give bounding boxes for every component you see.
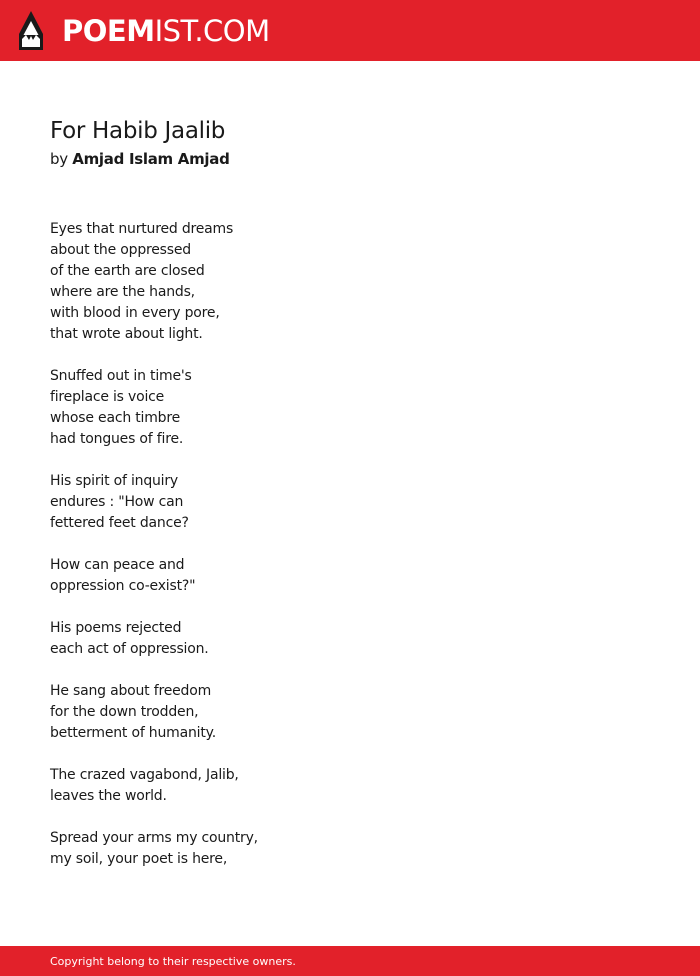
pencil-tip-icon[interactable] [17, 10, 45, 52]
stanza [50, 828, 650, 870]
poem-line: fettered feet dance? [50, 515, 189, 531]
stanza [50, 366, 650, 450]
poem-line: Spread your arms my country, [50, 830, 258, 846]
poem-line: How can peace and [50, 557, 185, 573]
brand-name-bold: POEM [62, 14, 155, 48]
poem-byline [50, 149, 230, 169]
poem-line: each act of oppression. [50, 641, 209, 657]
poem-title: For Habib Jaalib [50, 118, 226, 144]
stanza [50, 471, 650, 534]
poem-line: His spirit of inquiry [50, 473, 179, 489]
poem-line: had tongues of fire. [50, 431, 184, 447]
poem-line: whose each timbre [50, 410, 181, 426]
poem-line: The crazed vagabond, Jalib, [50, 767, 239, 783]
poem-line: leaves the world. [50, 788, 167, 804]
copyright-notice: Copyright belong to their respective owners. [50, 955, 296, 968]
stanza [50, 681, 650, 744]
stanza [50, 765, 650, 807]
poem-line: of the earth are closed [50, 263, 205, 279]
poem-line: endures : "How can [50, 494, 184, 510]
poem-line: betterment of humanity. [50, 725, 216, 741]
poem-line: oppression co-exist?" [50, 578, 196, 594]
author-name: Amjad Islam Amjad [72, 150, 230, 168]
poem-body [50, 219, 650, 891]
poem-line: Snuffed out in time's [50, 368, 192, 384]
stanza [50, 219, 650, 345]
poem-line: about the oppressed [50, 242, 191, 258]
poem-line: His poems rejected [50, 620, 182, 636]
site-logo[interactable] [62, 11, 270, 51]
site-footer [0, 946, 700, 976]
poem-line: where are the hands, [50, 284, 195, 300]
poem-line: my soil, your poet is here, [50, 851, 228, 867]
by-label: by [50, 150, 68, 168]
brand-name-light: IST.COM [154, 14, 270, 48]
poem-line: for the down trodden, [50, 704, 199, 720]
poem-line: Eyes that nurtured dreams [50, 221, 234, 237]
site-header [0, 0, 700, 61]
poem-line: with blood in every pore, [50, 305, 220, 321]
stanza [50, 618, 650, 660]
poem-line: He sang about freedom [50, 683, 212, 699]
poem-line: fireplace is voice [50, 389, 165, 405]
stanza [50, 555, 650, 597]
poem-line: that wrote about light. [50, 326, 203, 342]
